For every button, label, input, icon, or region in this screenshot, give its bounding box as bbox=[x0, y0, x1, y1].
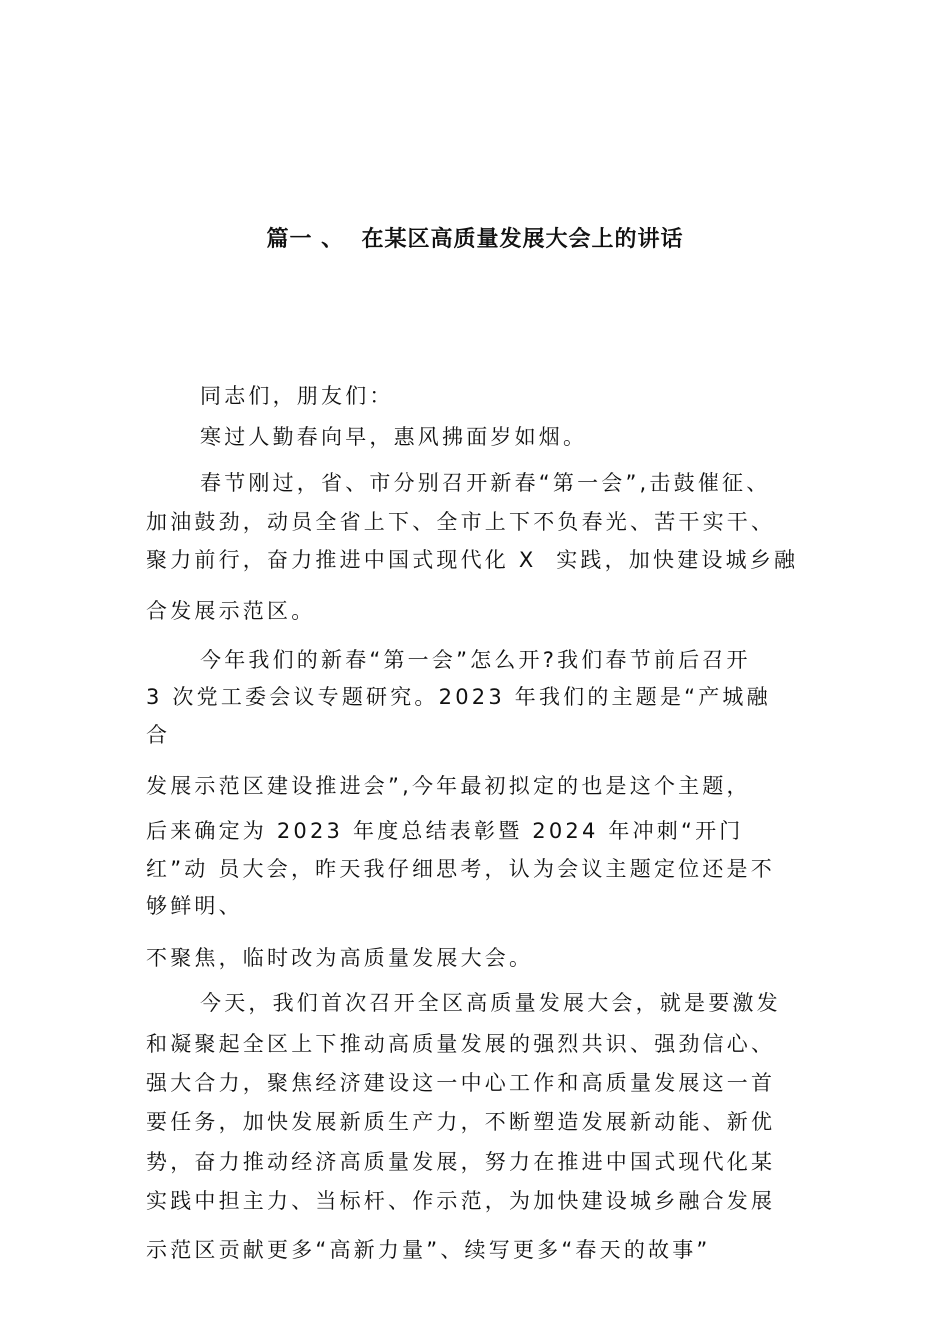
text-line: 3 次党工委会议专题研究。2023 年我们的主题是“产城融 bbox=[146, 685, 771, 709]
text-line: 发展示范区建设推进会”,今年最初拟定的也是这个主题， bbox=[146, 774, 751, 798]
text-line: 够鲜明、 bbox=[146, 894, 243, 918]
text-line: 加油鼓劲，动员全省上下、全市上下不负春光、苦干实干、 bbox=[146, 510, 776, 534]
text-line: 和凝聚起全区上下推动高质量发展的强烈共识、强劲信心、 bbox=[146, 1032, 776, 1056]
text-line: 红”动 员大会，昨天我仔细思考，认为会议主题定位还是不 bbox=[146, 857, 775, 881]
text-line: 要任务，加快发展新质生产力，不断塑造发展新动能、新优 bbox=[146, 1110, 776, 1134]
text-line: 实践中担主力、当标杆、作示范，为加快建设城乡融合发展 bbox=[146, 1189, 776, 1213]
text-line: 聚力前行，奋力推进中国式现代化 X 实践，加快建设城乡融 bbox=[146, 548, 799, 572]
text-line: 今天，我们首次召开全区高质量发展大会，就是要激发 bbox=[200, 991, 781, 1015]
text-line: 后来确定为 2023 年度总结表彰暨 2024 年冲刺“开门 bbox=[146, 819, 744, 843]
text-line: 同志们，朋友们： bbox=[200, 384, 394, 408]
text-line: 示范区贡献更多“高新力量”、续写更多“春天的故事” bbox=[146, 1238, 711, 1262]
document-title: 篇一 、 在某区高质量发展大会上的讲话 bbox=[266, 227, 684, 252]
text-line: 不聚焦，临时改为高质量发展大会。 bbox=[146, 946, 534, 970]
text-line: 合 bbox=[146, 723, 171, 747]
text-line: 春节刚过，省、市分别召开新春“第一会”,击鼓催征、 bbox=[200, 471, 771, 495]
text-line: 今年我们的新春“第一会”怎么开?我们春节前后召开 bbox=[200, 648, 751, 672]
text-line: 合发展示范区。 bbox=[146, 599, 316, 623]
text-line: 势，奋力推动经济高质量发展，努力在推进中国式现代化某 bbox=[146, 1150, 776, 1174]
text-line: 寒过人勤春向早，惠风拂面岁如烟。 bbox=[200, 425, 588, 449]
text-line: 强大合力，聚焦经济建设这一中心工作和高质量发展这一首 bbox=[146, 1071, 776, 1095]
